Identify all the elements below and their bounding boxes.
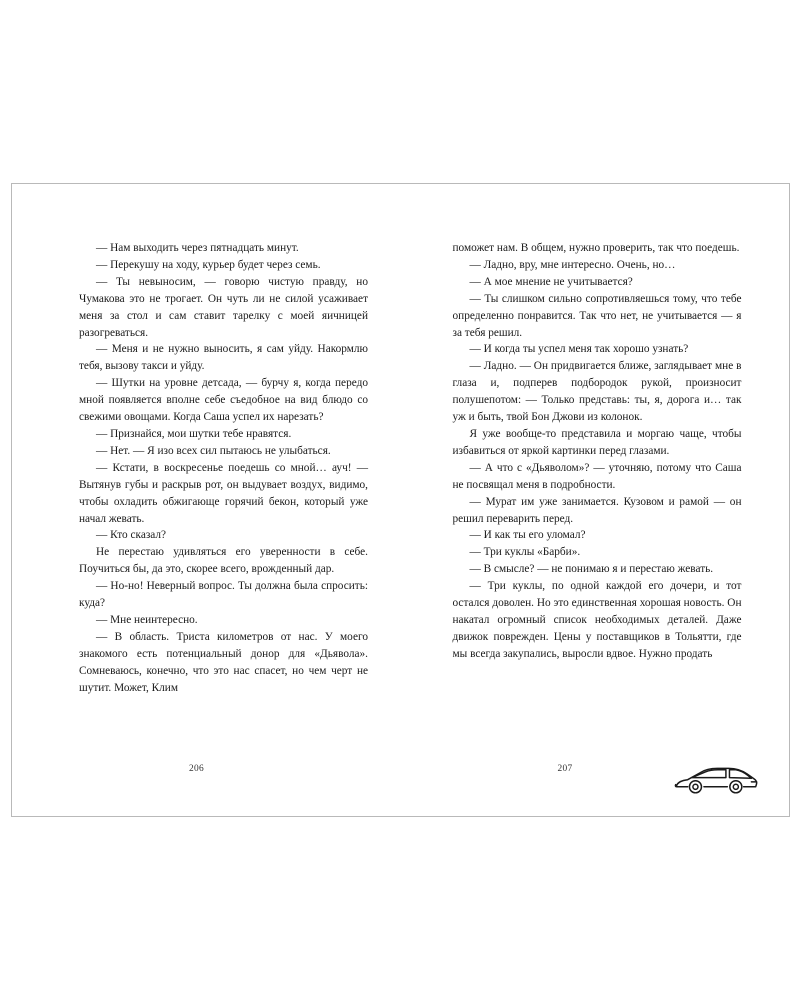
paragraph: — А что с «Дьяволом»? — уточняю, потому что Саша не посвящал меня в подробности.	[452, 461, 742, 491]
paragraph: — Признайся, мои шутки тебе нравятся.	[96, 427, 292, 440]
paragraph: — Но-но! Неверный вопрос. Ты должна была спросить: куда?	[79, 580, 368, 610]
paragraph: — Мне неинтересно.	[96, 613, 198, 626]
paragraph: Не перестаю удивляться его уверенности в себе. Поучиться бы, да это, скорее всего, врожденный дар.	[79, 546, 368, 576]
paragraph: — Нет. — Я изо всех сил пытаюсь не улыбаться.	[96, 444, 331, 457]
paragraph: — В область. Триста километров от нас. У моего знакомого есть потенциальный донор для «Дьявола». Сомневаюсь, конечно, что это нас спасет, но чем черт не шутит. Может, Клим	[79, 630, 368, 694]
book-page-right	[401, 184, 790, 816]
paragraph: Я уже вообще-то представила и моргаю чаще, чтобы избавиться от яркой картинки перед глазами.	[452, 427, 742, 457]
right-page-text-block	[453, 240, 742, 663]
left-page-folio: 206	[189, 764, 204, 774]
paragraph: — Меня и не нужно выносить, я сам уйду. Накормлю тебя, вызову такси и уйду.	[79, 343, 368, 373]
paragraph: — Ладно, вру, мне интересно. Очень, но…	[469, 258, 676, 271]
paragraph: — А мое мнение не учитывается?	[469, 275, 633, 288]
paragraph: — Три куклы «Барби».	[469, 546, 581, 559]
paragraph: — В смысле? — не понимаю я и перестаю жевать.	[469, 563, 714, 576]
paragraph: — Шутки на уровне детсада, — бурчу я, когда передо мной появляется вполне себе съедобное на вид блюдо со свежими овощами. Когда Саша успел их нарезать?	[79, 377, 368, 424]
paragraph: — И как ты его уломал?	[469, 529, 586, 542]
paragraph: — Ладно. — Он придвигается ближе, заглядывает мне в глаза и, подперев подбородок рукой, произносит полушепотом: — Только представь: ты, я, дорога и… так уж и быть, твой Бон Джови из колонок.	[452, 360, 742, 424]
left-page-text-block	[79, 240, 368, 696]
paragraph: — Мурат им уже занимается. Кузовом и рамой — он решил переварить перед.	[452, 495, 742, 525]
paragraph: поможет нам. В общем, нужно проверить, так что поедешь.	[452, 242, 740, 254]
paragraph: — Перекушу на ходу, курьер будет через семь.	[96, 258, 321, 271]
book-page-left	[12, 184, 401, 816]
paragraph: — Кстати, в воскресенье поедешь со мной… ауч! — Вытянув губы и раскрыв рот, он выдувает воздух, видимо, чтобы охладить обжигающе горячий бекон, который уже начал жевать.	[79, 461, 368, 525]
paragraph: — Три куклы, по одной каждой его дочери, и тот остался доволен. Но это единственная хорошая новость. Он накатал огромный список необходимых деталей. Даже движок поврежден. Цены у поставщиков в Тольятти, где мы всегда закупались, выросли вдвое. Нужно продать	[452, 580, 742, 660]
paragraph: — Ты слишком сильно сопротивляешься тому, что тебе определенно понравится. Так что нет, не учитывается — я за тебя решил.	[452, 292, 742, 339]
right-page-folio: 207	[557, 764, 573, 774]
paragraph: — Кто сказал?	[96, 529, 167, 542]
book-spread	[11, 183, 790, 817]
paragraph: — И когда ты успел меня так хорошо узнать?	[469, 343, 689, 356]
sports-car-icon	[673, 762, 759, 796]
paragraph: — Нам выходить через пятнадцать минут.	[96, 242, 299, 254]
paragraph: — Ты невыносим, — говорю чистую правду, но Чумакова это не трогает. Он чуть ли не силой усаживает меня за стол и сам ставит тарелку с моей яичницей разогреваться.	[79, 275, 368, 339]
